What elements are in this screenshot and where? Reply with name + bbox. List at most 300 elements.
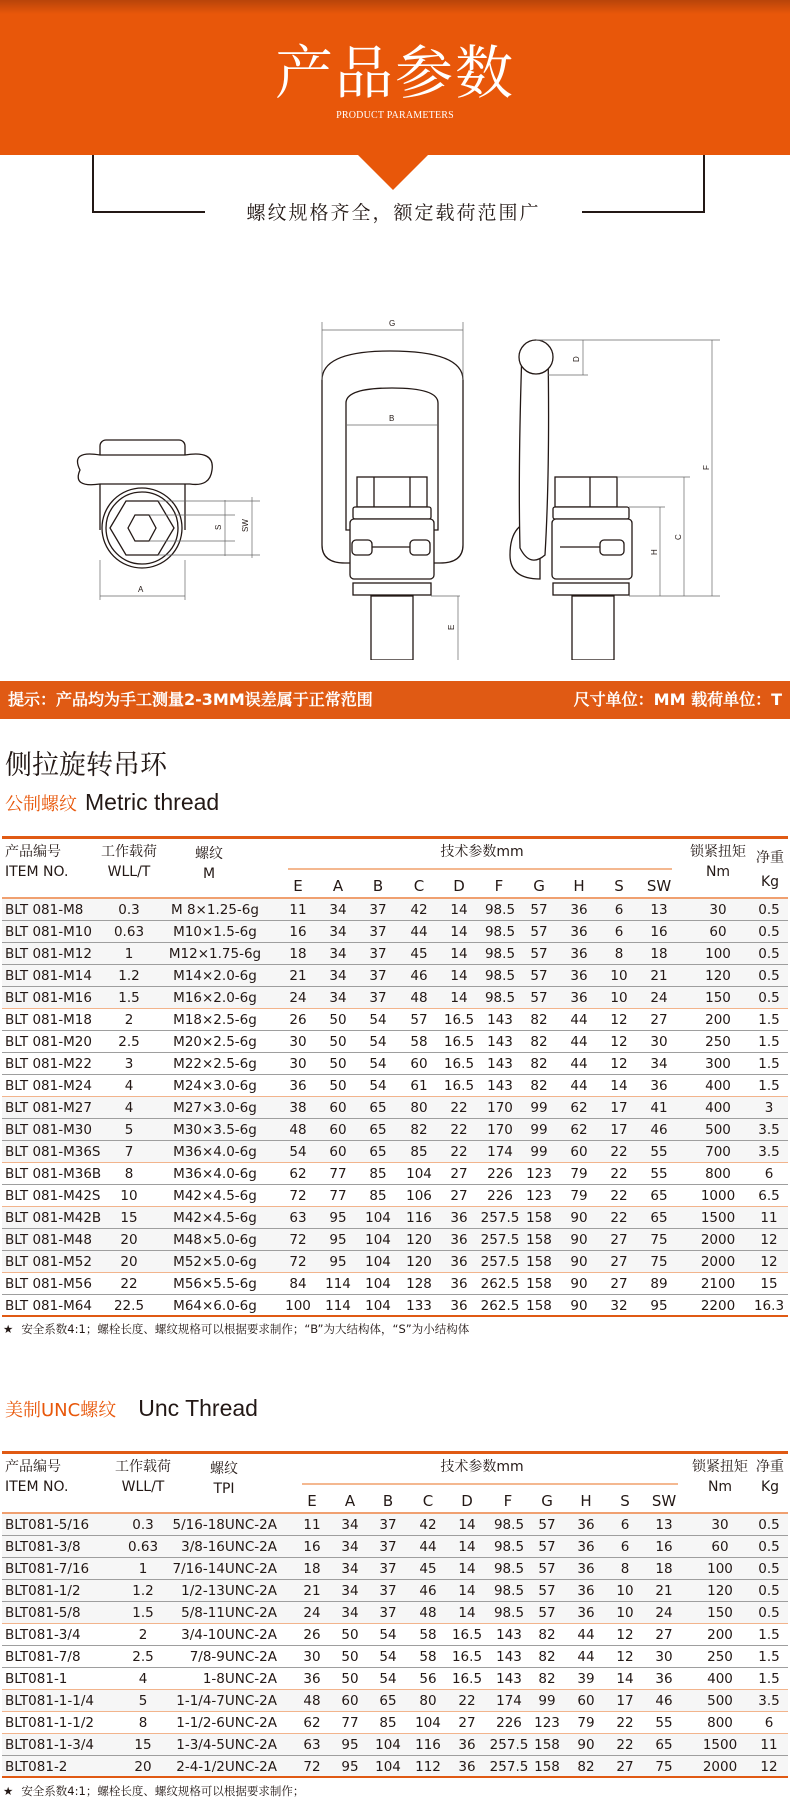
dim-d-cell: 14 xyxy=(450,924,468,940)
thread-cell: M12×1.75-6g xyxy=(168,946,262,962)
item-number-cell: BLT 081-M10 xyxy=(5,924,92,940)
dim-s-cell: 22 xyxy=(610,1144,628,1160)
dim-sw-cell: 13 xyxy=(650,902,668,918)
dim-b-cell: 37 xyxy=(369,990,387,1006)
dim-c-cell: 80 xyxy=(410,1100,428,1116)
item-number-cell: BLT 081-M36S xyxy=(5,1144,101,1160)
dim-f-cell: 226 xyxy=(496,1715,522,1731)
dim-e-cell: 18 xyxy=(303,1561,321,1577)
dim-f-cell: 143 xyxy=(496,1649,522,1665)
item-number-cell: BLT 081-M27 xyxy=(5,1100,92,1116)
dim-b-cell: 85 xyxy=(379,1715,397,1731)
dim-e-cell: 24 xyxy=(289,990,307,1006)
dim-a-cell: 95 xyxy=(329,1232,347,1248)
dim-f-cell: 257.5 xyxy=(489,1759,529,1775)
item-number-cell: BLT 081-M42S xyxy=(5,1188,101,1204)
metric-section-heading xyxy=(5,786,219,821)
wll-cell: 1 xyxy=(138,1561,148,1577)
dim-f-cell: 98.5 xyxy=(484,968,516,984)
header-tech-params: 技术参数mm xyxy=(440,1459,524,1475)
dim-s-cell: 17 xyxy=(610,1100,628,1116)
dim-e-cell: 48 xyxy=(289,1122,307,1138)
dim-kg-cell: 0.5 xyxy=(758,968,780,984)
table-row xyxy=(2,1756,788,1778)
dim-a-cell: 34 xyxy=(341,1561,359,1577)
dim-g-cell: 158 xyxy=(526,1276,552,1292)
header-dim-B: B xyxy=(382,1492,394,1510)
unc-section-heading xyxy=(5,1392,258,1427)
dim-b-cell: 65 xyxy=(369,1122,387,1138)
dim-b-cell: 37 xyxy=(379,1561,397,1577)
header-item-cn: 产品编号 xyxy=(5,1459,61,1475)
metric-heading-en: Metric thread xyxy=(85,789,220,815)
header-weight-cn: 净重 xyxy=(756,850,784,866)
thread-cell: 1-3/4-5UNC-2A xyxy=(176,1737,277,1753)
dim-s-cell: 17 xyxy=(610,1122,628,1138)
dim-d-cell: 14 xyxy=(450,968,468,984)
dim-h-cell: 90 xyxy=(570,1276,588,1292)
dim-e-cell: 62 xyxy=(289,1166,307,1182)
dim-f-cell: 257.5 xyxy=(489,1737,529,1753)
dim-a-cell: 95 xyxy=(341,1759,359,1775)
dim-d-cell: 22 xyxy=(458,1693,476,1709)
metric-spec-table xyxy=(2,836,788,1317)
dim-f-cell: 257.5 xyxy=(480,1210,520,1226)
dim-g-cell: 57 xyxy=(538,1517,556,1533)
dim-a-cell: 50 xyxy=(341,1671,359,1687)
item-number-cell: BLT081-1-1/4 xyxy=(5,1693,94,1709)
dim-c-cell: 112 xyxy=(415,1759,441,1775)
dim-s-cell: 22 xyxy=(616,1737,634,1753)
header-dim-F: F xyxy=(503,1492,513,1510)
dim-f-cell: 98.5 xyxy=(484,990,516,1006)
item-number-cell: BLT 081-M36B xyxy=(5,1166,102,1182)
thread-cell: 7/16-14UNC-2A xyxy=(172,1561,277,1577)
dim-d-cell: 16.5 xyxy=(443,1056,475,1072)
svg-text:D: D xyxy=(572,356,581,362)
dim-h-cell: 36 xyxy=(577,1517,595,1533)
dim-c-cell: 116 xyxy=(415,1737,441,1753)
thread-cell: 7/8-9UNC-2A xyxy=(189,1649,277,1665)
dim-c-cell: 106 xyxy=(406,1188,432,1204)
banner-pointer-triangle xyxy=(357,154,429,190)
dim-kg-cell: 0.5 xyxy=(758,1583,780,1599)
dim-b-cell: 54 xyxy=(379,1649,397,1665)
header-group-divider xyxy=(288,868,672,870)
dim-c-cell: 44 xyxy=(410,924,428,940)
dim-e-cell: 11 xyxy=(303,1517,321,1533)
header-weight-en: Kg xyxy=(760,874,780,890)
dim-nm-cell: 400 xyxy=(705,1100,731,1116)
dim-h-cell: 60 xyxy=(577,1693,595,1709)
dim-e-cell: 54 xyxy=(289,1144,307,1160)
wll-cell: 8 xyxy=(138,1715,148,1731)
dim-h-cell: 36 xyxy=(577,1561,595,1577)
header-thread-en: M xyxy=(202,866,216,882)
dim-nm-cell: 2000 xyxy=(700,1232,736,1248)
thread-cell: 1-1/4-7UNC-2A xyxy=(176,1693,277,1709)
dim-f-cell: 170 xyxy=(487,1122,513,1138)
dim-nm-cell: 1000 xyxy=(700,1188,736,1204)
dim-f-cell: 257.5 xyxy=(480,1232,520,1248)
dim-s-cell: 6 xyxy=(620,1539,630,1555)
dim-h-cell: 60 xyxy=(570,1144,588,1160)
dim-kg-cell: 6.5 xyxy=(758,1188,780,1204)
dim-kg-cell: 1.5 xyxy=(758,1034,780,1050)
table-row xyxy=(2,987,788,1009)
table-row xyxy=(2,1185,788,1207)
dim-e-cell: 63 xyxy=(289,1210,307,1226)
dim-c-cell: 46 xyxy=(419,1583,437,1599)
header-torque-cn: 锁紧扭矩 xyxy=(690,844,746,860)
dim-h-cell: 79 xyxy=(577,1715,595,1731)
dim-s-cell: 6 xyxy=(614,902,624,918)
dim-sw-cell: 27 xyxy=(655,1627,673,1643)
header-dim-E: E xyxy=(307,1492,317,1510)
dim-c-cell: 85 xyxy=(410,1144,428,1160)
dim-d-cell: 22 xyxy=(450,1144,468,1160)
dim-c-cell: 42 xyxy=(410,902,428,918)
dim-nm-cell: 1500 xyxy=(700,1210,736,1226)
dim-g-cell: 82 xyxy=(530,1078,548,1094)
header-wll-cn: 工作载荷 xyxy=(101,844,157,860)
wll-cell: 1.2 xyxy=(118,968,140,984)
dim-nm-cell: 150 xyxy=(707,1605,733,1621)
dim-a-cell: 95 xyxy=(329,1210,347,1226)
dim-b-cell: 37 xyxy=(379,1605,397,1621)
notice-bar xyxy=(0,681,790,719)
wll-cell: 22.5 xyxy=(113,1298,145,1314)
dim-h-cell: 79 xyxy=(570,1166,588,1182)
dim-h-cell: 39 xyxy=(577,1671,595,1687)
dim-e-cell: 48 xyxy=(303,1693,321,1709)
header-torque-cn: 锁紧扭矩 xyxy=(692,1459,748,1475)
item-number-cell: BLT 081-M12 xyxy=(5,946,92,962)
table-row xyxy=(2,1295,788,1317)
wll-cell: 5 xyxy=(138,1693,148,1709)
dim-f-cell: 174 xyxy=(496,1693,522,1709)
dim-nm-cell: 800 xyxy=(705,1166,731,1182)
table-row xyxy=(2,1536,788,1558)
header-dim-H: H xyxy=(573,877,585,895)
dim-c-cell: 57 xyxy=(410,1012,428,1028)
table-row xyxy=(2,1646,788,1668)
dim-e-cell: 36 xyxy=(303,1671,321,1687)
dim-d-cell: 36 xyxy=(458,1737,476,1753)
header-dim-S: S xyxy=(620,1492,630,1510)
dim-b-cell: 37 xyxy=(369,924,387,940)
dim-f-cell: 257.5 xyxy=(480,1254,520,1270)
header-item-cn: 产品编号 xyxy=(5,844,61,860)
dim-sw-cell: 75 xyxy=(650,1232,668,1248)
dim-g-cell: 57 xyxy=(530,968,548,984)
thread-cell: M42×4.5-6g xyxy=(173,1188,257,1204)
dim-h-cell: 36 xyxy=(570,968,588,984)
dim-c-cell: 46 xyxy=(410,968,428,984)
dim-nm-cell: 800 xyxy=(707,1715,733,1731)
bracket-line-right xyxy=(582,155,705,213)
dim-sw-cell: 36 xyxy=(655,1671,673,1687)
tagline: 螺纹规格齐全，额定载荷范围广 xyxy=(246,202,541,224)
item-number-cell: BLT 081-M30 xyxy=(5,1122,92,1138)
unc-footnote xyxy=(3,1782,304,1800)
metric-heading-cn: 公制螺纹 xyxy=(5,794,77,815)
thread-cell: M42×4.5-6g xyxy=(173,1210,257,1226)
dim-e-cell: 21 xyxy=(303,1583,321,1599)
dim-nm-cell: 30 xyxy=(711,1517,729,1533)
thread-cell: M24×3.0-6g xyxy=(173,1078,257,1094)
dim-a-cell: 34 xyxy=(341,1583,359,1599)
item-number-cell: BLT 081-M14 xyxy=(5,968,92,984)
wll-cell: 15 xyxy=(120,1210,138,1226)
technical-drawing xyxy=(0,300,790,660)
dim-d-cell: 14 xyxy=(458,1605,476,1621)
dim-c-cell: 61 xyxy=(410,1078,428,1094)
header-dim-A: A xyxy=(344,1492,356,1510)
header-dim-SW: SW xyxy=(646,877,672,895)
dim-nm-cell: 2200 xyxy=(700,1298,736,1314)
dim-s-cell: 12 xyxy=(616,1649,634,1665)
header-tech-params: 技术参数mm xyxy=(440,844,524,860)
dim-h-cell: 44 xyxy=(570,1078,588,1094)
item-number-cell: BLT 081-M8 xyxy=(5,902,84,918)
dim-b-cell: 37 xyxy=(369,902,387,918)
dim-d-cell: 36 xyxy=(450,1254,468,1270)
dim-b-cell: 54 xyxy=(379,1627,397,1643)
svg-text:S: S xyxy=(214,524,223,530)
table-row xyxy=(2,1602,788,1624)
dim-f-cell: 98.5 xyxy=(493,1517,525,1533)
dim-kg-cell: 0.5 xyxy=(758,924,780,940)
dim-sw-cell: 55 xyxy=(655,1715,673,1731)
header-item-en: ITEM NO. xyxy=(5,864,69,880)
dim-d-cell: 36 xyxy=(450,1210,468,1226)
table-header xyxy=(2,839,788,899)
dim-h-cell: 36 xyxy=(570,924,588,940)
dim-e-cell: 72 xyxy=(289,1232,307,1248)
dim-nm-cell: 500 xyxy=(705,1122,731,1138)
table-row xyxy=(2,965,788,987)
dim-nm-cell: 250 xyxy=(707,1649,733,1665)
dim-sw-cell: 41 xyxy=(650,1100,668,1116)
table-row xyxy=(2,1229,788,1251)
dim-kg-cell: 12 xyxy=(760,1232,778,1248)
table-row xyxy=(2,1558,788,1580)
dim-b-cell: 54 xyxy=(369,1034,387,1050)
dim-h-cell: 79 xyxy=(570,1188,588,1204)
header-group-divider xyxy=(302,1483,678,1485)
dim-sw-cell: 16 xyxy=(650,924,668,940)
dim-d-cell: 14 xyxy=(458,1539,476,1555)
dim-s-cell: 14 xyxy=(616,1671,634,1687)
dim-d-cell: 16.5 xyxy=(443,1012,475,1028)
dim-c-cell: 48 xyxy=(410,990,428,1006)
dim-c-cell: 128 xyxy=(406,1276,432,1292)
dim-nm-cell: 100 xyxy=(707,1561,733,1577)
wll-cell: 2 xyxy=(138,1627,148,1643)
dim-d-cell: 14 xyxy=(450,902,468,918)
item-number-cell: BLT081-3/4 xyxy=(5,1627,81,1643)
thread-cell: M10×1.5-6g xyxy=(173,924,257,940)
dim-sw-cell: 21 xyxy=(650,968,668,984)
header-dim-G: G xyxy=(533,877,545,895)
dim-h-cell: 62 xyxy=(570,1100,588,1116)
dim-sw-cell: 27 xyxy=(650,1012,668,1028)
item-number-cell: BLT 081-M42B xyxy=(5,1210,102,1226)
header-item-en: ITEM NO. xyxy=(5,1479,69,1495)
bracket-line-left xyxy=(92,155,205,213)
dim-sw-cell: 18 xyxy=(655,1561,673,1577)
dim-kg-cell: 0.5 xyxy=(758,1561,780,1577)
dim-s-cell: 22 xyxy=(616,1715,634,1731)
item-number-cell: BLT 081-M56 xyxy=(5,1276,92,1292)
dim-e-cell: 21 xyxy=(289,968,307,984)
dim-kg-cell: 16.3 xyxy=(753,1298,785,1314)
dim-g-cell: 57 xyxy=(538,1561,556,1577)
thread-cell: 2-4-1/2UNC-2A xyxy=(176,1759,277,1775)
dim-s-cell: 27 xyxy=(610,1254,628,1270)
dim-sw-cell: 16 xyxy=(655,1539,673,1555)
wll-cell: 1.2 xyxy=(132,1583,154,1599)
dim-c-cell: 104 xyxy=(415,1715,441,1731)
dim-sw-cell: 36 xyxy=(650,1078,668,1094)
thread-cell: 5/8-11UNC-2A xyxy=(181,1605,277,1621)
dim-d-cell: 16.5 xyxy=(443,1078,475,1094)
dim-nm-cell: 1500 xyxy=(702,1737,738,1753)
dim-h-cell: 36 xyxy=(570,990,588,1006)
wll-cell: 20 xyxy=(134,1759,152,1775)
table-row xyxy=(2,1580,788,1602)
wll-cell: 4 xyxy=(124,1100,134,1116)
item-number-cell: BLT 081-M64 xyxy=(5,1298,92,1314)
table-header xyxy=(2,1454,788,1514)
dim-e-cell: 38 xyxy=(289,1100,307,1116)
wll-cell: 0.3 xyxy=(118,902,140,918)
dim-g-cell: 57 xyxy=(538,1605,556,1621)
dim-c-cell: 120 xyxy=(406,1232,432,1248)
dim-s-cell: 22 xyxy=(610,1210,628,1226)
header-thread-cn: 螺纹 xyxy=(210,1461,238,1477)
wll-cell: 0.3 xyxy=(132,1517,154,1533)
dim-s-cell: 22 xyxy=(610,1188,628,1204)
dim-sw-cell: 30 xyxy=(655,1649,673,1665)
dim-s-cell: 27 xyxy=(610,1232,628,1248)
dim-g-cell: 82 xyxy=(530,1034,548,1050)
table-row xyxy=(2,1031,788,1053)
table-row xyxy=(2,899,788,921)
table-row xyxy=(2,1207,788,1229)
header-thread-en: TPI xyxy=(213,1481,235,1497)
dim-e-cell: 16 xyxy=(303,1539,321,1555)
item-number-cell: BLT081-3/8 xyxy=(5,1539,81,1555)
dim-s-cell: 10 xyxy=(616,1605,634,1621)
dim-d-cell: 27 xyxy=(450,1166,468,1182)
dim-b-cell: 104 xyxy=(365,1276,391,1292)
dim-g-cell: 123 xyxy=(526,1188,552,1204)
dim-g-cell: 82 xyxy=(538,1627,556,1643)
wll-cell: 1.5 xyxy=(132,1605,154,1621)
dim-sw-cell: 89 xyxy=(650,1276,668,1292)
dim-s-cell: 12 xyxy=(610,1034,628,1050)
item-number-cell: BLT081-1-3/4 xyxy=(5,1737,94,1753)
table-row xyxy=(2,921,788,943)
unc-heading-en: Unc Thread xyxy=(138,1395,258,1421)
dim-sw-cell: 55 xyxy=(650,1144,668,1160)
dim-nm-cell: 2100 xyxy=(700,1276,736,1292)
dim-g-cell: 123 xyxy=(534,1715,560,1731)
header-banner xyxy=(0,0,790,155)
dim-e-cell: 62 xyxy=(303,1715,321,1731)
item-number-cell: BLT081-7/8 xyxy=(5,1649,81,1665)
svg-text:C: C xyxy=(674,534,683,540)
dim-kg-cell: 3.5 xyxy=(758,1144,780,1160)
dim-nm-cell: 500 xyxy=(707,1693,733,1709)
dim-kg-cell: 11 xyxy=(760,1737,778,1753)
dim-kg-cell: 1.5 xyxy=(758,1012,780,1028)
dim-f-cell: 143 xyxy=(487,1012,513,1028)
dim-e-cell: 30 xyxy=(289,1056,307,1072)
dim-s-cell: 14 xyxy=(610,1078,628,1094)
unc-heading-cn: 美制UNC螺纹 xyxy=(5,1400,117,1421)
dim-g-cell: 158 xyxy=(526,1298,552,1314)
dim-kg-cell: 1.5 xyxy=(758,1078,780,1094)
dim-c-cell: 80 xyxy=(419,1693,437,1709)
dim-f-cell: 98.5 xyxy=(493,1605,525,1621)
dim-a-cell: 34 xyxy=(329,990,347,1006)
thread-cell: M16×2.0-6g xyxy=(173,990,257,1006)
dim-s-cell: 8 xyxy=(614,946,624,962)
wll-cell: 0.63 xyxy=(113,924,145,940)
dim-e-cell: 26 xyxy=(289,1012,307,1028)
dim-c-cell: 45 xyxy=(410,946,428,962)
header-dim-D: D xyxy=(461,1492,473,1510)
item-number-cell: BLT081-7/16 xyxy=(5,1561,90,1577)
thread-cell: 1-1/2-6UNC-2A xyxy=(176,1715,277,1731)
dim-b-cell: 37 xyxy=(379,1539,397,1555)
dim-e-cell: 72 xyxy=(289,1188,307,1204)
table-row xyxy=(2,1097,788,1119)
dim-h-cell: 44 xyxy=(577,1649,595,1665)
thread-cell: M30×3.5-6g xyxy=(173,1122,257,1138)
wll-cell: 0.63 xyxy=(127,1539,159,1555)
thread-cell: M27×3.0-6g xyxy=(173,1100,257,1116)
dim-a-cell: 50 xyxy=(329,1078,347,1094)
dim-h-cell: 36 xyxy=(577,1605,595,1621)
metric-footnote xyxy=(3,1320,469,1338)
dim-h-cell: 62 xyxy=(570,1122,588,1138)
header-wll-en: WLL/T xyxy=(121,1479,165,1495)
thread-cell: 1-8UNC-2A xyxy=(202,1671,277,1687)
header-dim-E: E xyxy=(293,877,303,895)
dim-h-cell: 44 xyxy=(570,1012,588,1028)
dim-a-cell: 50 xyxy=(341,1649,359,1665)
dim-s-cell: 10 xyxy=(610,968,628,984)
dim-kg-cell: 0.5 xyxy=(758,902,780,918)
dim-c-cell: 133 xyxy=(406,1298,432,1314)
dim-d-cell: 14 xyxy=(458,1517,476,1533)
dim-h-cell: 90 xyxy=(570,1232,588,1248)
dim-kg-cell: 6 xyxy=(764,1166,774,1182)
thread-cell: 5/16-18UNC-2A xyxy=(172,1517,277,1533)
dim-kg-cell: 0.5 xyxy=(758,946,780,962)
table-row xyxy=(2,943,788,965)
metric-footnote-text: 安全系数4:1；螺栓长度、螺纹规格可以根据要求制作；“B”为大结构体，“S”为小结构体 xyxy=(21,1322,470,1336)
svg-text:E: E xyxy=(447,624,456,630)
thread-cell: M36×4.0-6g xyxy=(173,1144,257,1160)
dim-a-cell: 34 xyxy=(341,1605,359,1621)
dim-g-cell: 158 xyxy=(526,1232,552,1248)
unc-spec-table xyxy=(2,1451,788,1778)
